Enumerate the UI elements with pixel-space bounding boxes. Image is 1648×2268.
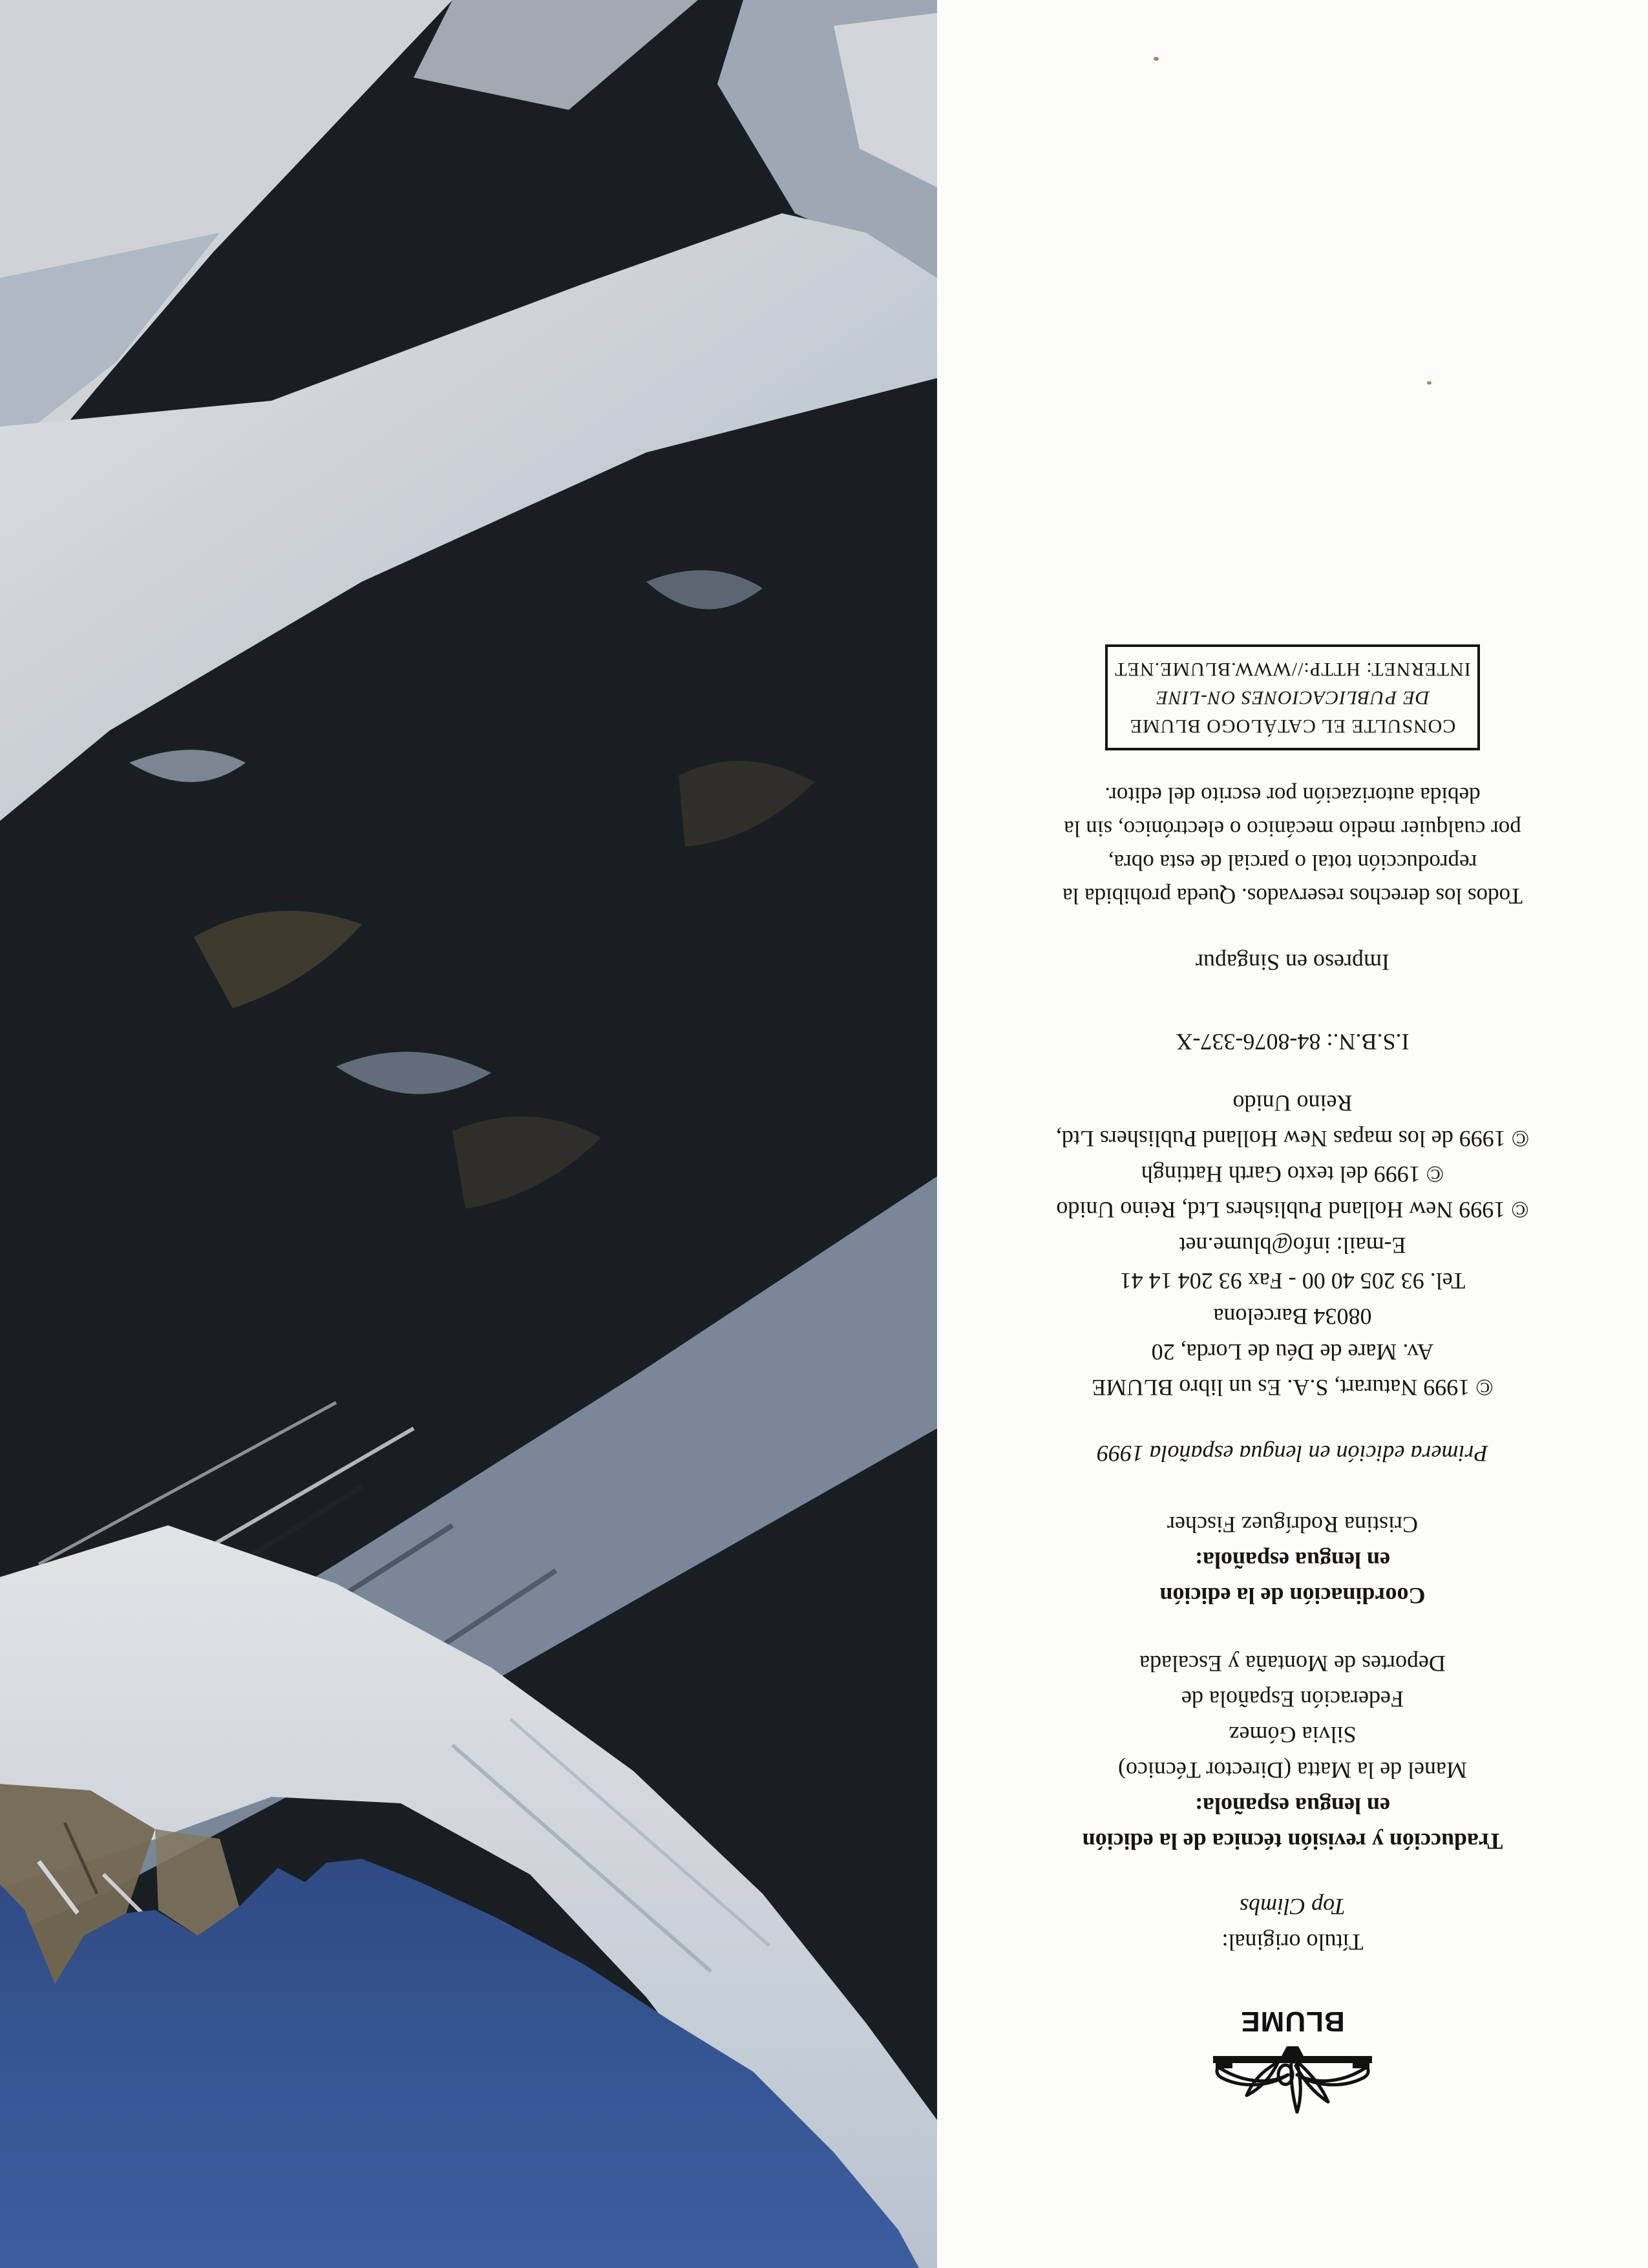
printed-in-line: Impreso en Singapur [1196, 949, 1389, 975]
publisher-line: Av. Mare de Déu de Lorda, 20 [1151, 1339, 1434, 1365]
rights-line: Todos los derechos reservados. Queda prohibida la [1062, 884, 1523, 909]
publisher-copyright-block [937, 1085, 1648, 1405]
translation-credit-line: Manel de la Matta (Director Técnico) [1117, 1757, 1468, 1783]
publisher-line: © 1999 del texto Garth Hattingh [1141, 1161, 1444, 1187]
translation-credit-line: Federación Española de [1181, 1686, 1404, 1712]
paper-speck [1427, 381, 1431, 385]
original-title-value: Top Climbs [1240, 1894, 1346, 1920]
translation-credits-block [937, 1646, 1648, 1859]
catalogue-box-line: DE PUBLICACIONES ON-LINE [1156, 687, 1430, 708]
original-title-block [937, 1889, 1648, 1960]
rights-line: reproducción total o parcial de esta obra, [1108, 850, 1477, 875]
coordination-credits-block [937, 1507, 1648, 1613]
publisher-line: E-mail: info@blume.net [1179, 1233, 1406, 1258]
rights-line: debida autorización por escrito del editor. [1104, 783, 1481, 808]
rights-paragraph [937, 778, 1648, 913]
translation-heading-line2: en lengua española: [1194, 1793, 1391, 1819]
publisher-logo [937, 2006, 1648, 2114]
paper-speck [1154, 57, 1159, 61]
catalogue-box [1105, 644, 1480, 750]
colophon-rotated-content [937, 0, 1648, 2268]
colophon-column [937, 0, 1648, 2268]
publisher-line: Reino Unido [1232, 1090, 1353, 1116]
publisher-line: 08034 Barcelona [1213, 1304, 1372, 1330]
catalogue-box-line: INTERNET: HTTP://WWW.BLUME.NET [1114, 659, 1471, 680]
publisher-line: © 1999 New Holland Publishers Ltd, Reino Unido [1056, 1197, 1529, 1223]
coordination-heading-line2: en lengua española: [1194, 1547, 1391, 1573]
translation-credit-line: Silvia Gómez [1229, 1722, 1357, 1748]
translation-credit-line: Deportes de Montaña y Escalada [1139, 1651, 1446, 1677]
translation-heading-line1: Traducción y revisión técnica de la edición [1082, 1828, 1503, 1854]
publisher-line: © 1999 Naturart, S.A. Es un libro BLUME [1092, 1375, 1494, 1401]
first-edition-note: Primera edición en lengua española 1999 [1097, 1441, 1488, 1467]
catalogue-box-line: CONSULTE EL CATÁLOGO BLUME [1129, 715, 1456, 737]
coordination-heading-line1: Coordinación de la edición [1159, 1583, 1426, 1609]
publisher-line: © 1999 de los mapas New Holland Publishers Ltd, [1055, 1126, 1530, 1152]
publisher-wordmark: BLUME [1240, 2006, 1345, 2037]
coordination-credit-line: Cristina Rodríguez Fischer [1167, 1512, 1418, 1538]
rights-line: por cualquier medio mecánico o electrónico, sin la [1064, 816, 1521, 842]
isbn-line: I.S.B.N.: 84-8076-337-X [1176, 1029, 1410, 1055]
original-title-label: Título original: [1221, 1929, 1364, 1955]
blume-flower-icon [1212, 2041, 1373, 2114]
publisher-line: Tel. 93 205 40 00 - Fax 93 204 14 41 [1119, 1268, 1466, 1294]
